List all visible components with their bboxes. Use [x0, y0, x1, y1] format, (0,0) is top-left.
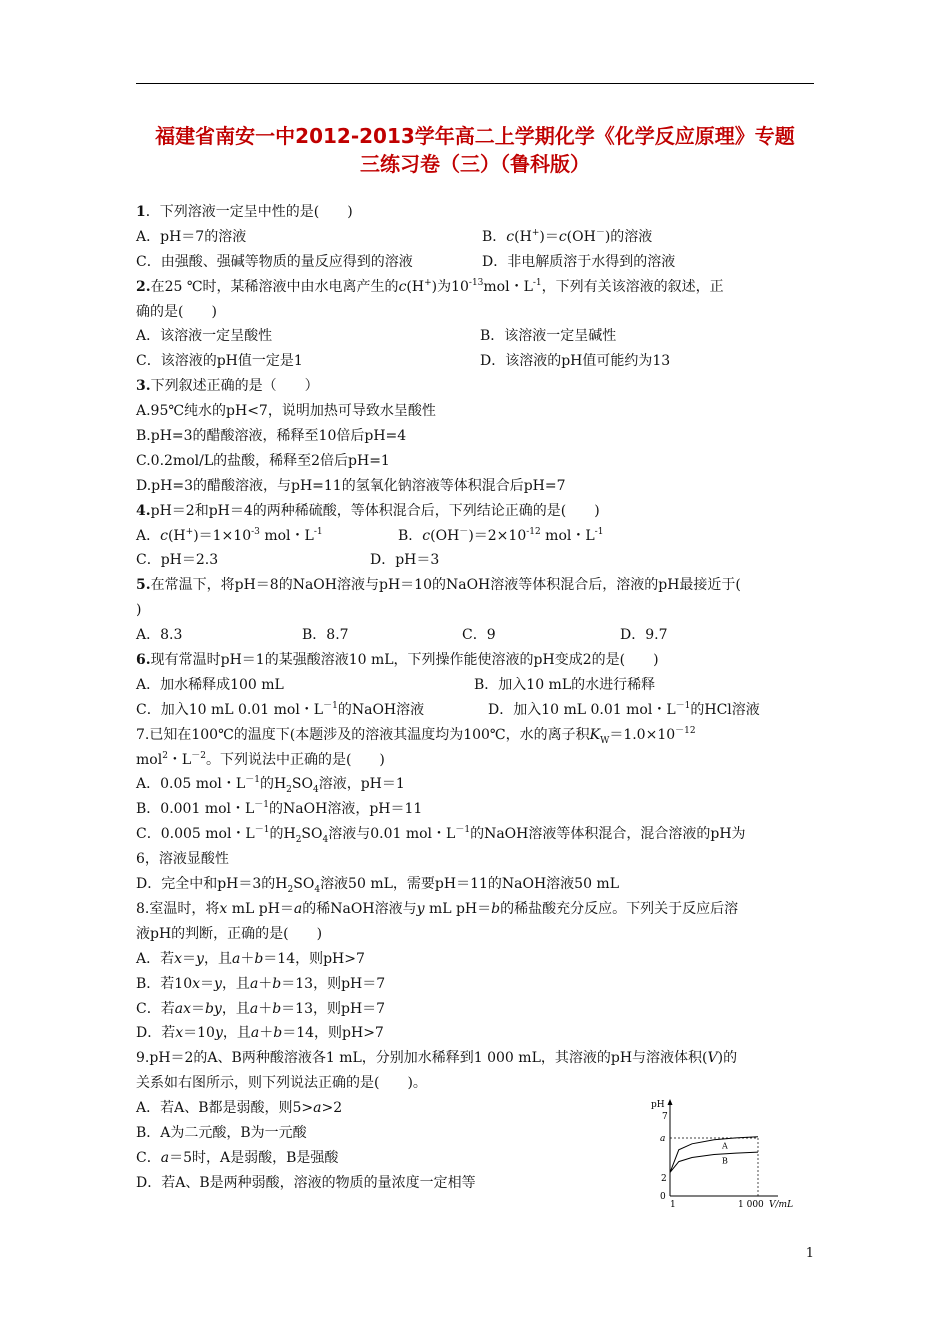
y-axis-label: pH	[651, 1100, 665, 1110]
q3-option-a: A.95℃纯水的pH<7，说明加热可导致水呈酸性	[136, 403, 436, 420]
ph-volume-chart	[648, 1096, 808, 1211]
q4-option-b: B．$c(OH^-)=2\times 10^{-12}$ mol・$L^{-1}$	[398, 526, 604, 544]
q7-option-c-line2: 6，溶液显酸性	[136, 851, 229, 868]
series-label-B: B	[722, 1156, 728, 1166]
q1-options-ab	[136, 225, 816, 250]
q9-stem-line2: 关系如右图所示，则下列说法正确的是( )。	[136, 1075, 427, 1092]
q9-option-b: B．A为二元酸，B为一元酸	[136, 1124, 307, 1141]
q2-stem: 2.在25 ℃时，某稀溶液中由水电离产生的c(H+)为$10^{-13}mol$・$L^{-1}$，下列有关该溶液的叙述，正	[136, 277, 724, 295]
q8-stem-line2: 液pH的判断，正确的是( )	[136, 925, 323, 942]
q5-option-d: D．9.7	[620, 627, 668, 644]
q5-option-a: A．8.3	[136, 627, 183, 644]
header-rule	[136, 83, 814, 84]
q8-option-d: D．若x＝10y，且a＋b＝14，则pH>7	[136, 1025, 384, 1042]
q6-stem: 6.现有常温时pH＝1的某强酸溶液10 mL，下列操作能使溶液的pH变成2的是( )	[136, 652, 659, 669]
q1-option-b: B．c(H+)＝c(OH－)的溶液	[482, 227, 653, 245]
q9-stem: 9.pH＝2的A、B两种酸溶液各1 mL，分别加水稀释到1 000 mL，其溶液的pH与溶液体积(V)的	[136, 1050, 738, 1067]
q2-option-a: A．该溶液一定呈酸性	[136, 328, 273, 345]
q7-stem-line2: mol$^2$・$L^{-2}$。下列说法中正确的是( )	[136, 750, 385, 768]
q5-stem: 5.在常温下，将pH＝8的NaOH溶液与pH＝10的NaOH溶液等体积混合后，溶液的pH最接近于(	[136, 577, 741, 594]
q2-options-ab	[136, 324, 816, 349]
x-tick-1: 1	[670, 1200, 676, 1210]
q5-stem-line2: )	[136, 602, 142, 619]
q6-options-ab	[136, 673, 816, 698]
q7-option-a: A．0.05 mol・$L^{-1}$的$H_2SO_4$溶液，pH＝1	[136, 775, 405, 796]
series-label-A: A	[722, 1141, 728, 1151]
q2-options-cd	[136, 349, 816, 374]
question-list	[136, 200, 816, 1196]
q1-option-c: C．由强酸、强碱等物质的量反应得到的溶液	[136, 253, 413, 270]
q8-option-a: A．若x＝y，且a＋b＝14，则pH>7	[136, 950, 365, 967]
q9-option-d: D．若A、B是两种弱酸，溶液的物质的量浓度一定相等	[136, 1174, 476, 1191]
y-tick-7: 7	[662, 1112, 668, 1122]
q3-option-c: C.0.2mol/L的盐酸，稀释至2倍后pH=1	[136, 452, 390, 469]
q3-stem: 3.下列叙述正确的是（ ）	[136, 378, 319, 395]
title-line-2: 三练习卷（三）（鲁科版）	[360, 152, 590, 176]
y-tick-2: 2	[661, 1174, 667, 1184]
q7-stem: 7.已知在100℃的温度下(本题涉及的溶液其温度均为100℃，水的离子积$K_W=1.0\times 10^{-12}$	[136, 725, 696, 746]
q2-option-c: C．该溶液的pH值一定是1	[136, 353, 303, 370]
q1-stem: 1．下列溶液一定呈中性的是( )	[136, 204, 353, 220]
q5-options	[136, 623, 816, 648]
q7-option-c: C．0.005 mol・$L^{-1}$的$H_2SO_4$溶液与0.01 mol・$L^{-1}$的NaOH溶液等体积混合，混合溶液的pH为	[136, 825, 746, 846]
page-number: 1	[805, 1246, 814, 1261]
series-line-B	[670, 1152, 758, 1172]
y-tick-a: a	[660, 1134, 666, 1144]
document-title	[100, 122, 850, 178]
q4-stem: 4.pH＝2和pH＝4的两种稀硫酸，等体积混合后，下列结论正确的是( )	[136, 502, 600, 519]
q6-option-d: D．加入10 mL 0.01 mol・$L^{-1}$的HCl溶液	[488, 700, 760, 718]
q1-options-cd	[136, 250, 816, 275]
q6-option-c: C．加入10 mL 0.01 mol・$L^{-1}$的NaOH溶液	[136, 700, 425, 718]
q1-option-d: D．非电解质溶于水得到的溶液	[482, 253, 676, 270]
q8-stem: 8.室温时，将x mL pH＝a的稀NaOH溶液与y mL pH＝b的稀盐酸充分反应。下列关于反应后溶	[136, 900, 739, 917]
q8-option-c: C．若ax＝by，且a＋b＝13，则pH＝7	[136, 1000, 386, 1017]
q2-option-b: B．该溶液一定呈碱性	[480, 328, 617, 345]
q4-options-ab	[136, 524, 816, 549]
q9-option-a: A．若A、B都是弱酸，则5>a>2	[136, 1100, 343, 1117]
q6-options-cd	[136, 698, 816, 723]
q7-option-d: D．完全中和pH＝3的$H_2SO_4$溶液50 mL，需要pH＝11的NaOH溶液50 mL	[136, 876, 620, 895]
q3-option-d: D.pH=3的醋酸溶液，与pH=11的氢氧化钠溶液等体积混合后pH=7	[136, 477, 566, 494]
q2-stem-line2: 确的是( )	[136, 303, 217, 320]
q4-options-cd	[136, 548, 816, 573]
q3-option-b: B.pH=3的醋酸溶液，稀释至10倍后pH=4	[136, 428, 407, 445]
x-axis-label: V/mL	[769, 1200, 794, 1210]
q5-option-c: C．9	[462, 627, 496, 644]
y-axis-arrow	[668, 1099, 673, 1105]
q9-option-c: C．a＝5时，A是弱酸，B是强酸	[136, 1149, 339, 1166]
q4-option-c: C．pH＝2.3	[136, 552, 219, 569]
y-tick-0: 0	[660, 1192, 666, 1202]
q5-option-b: B．8.7	[302, 627, 349, 644]
q1-option-a: A．pH＝7的溶液	[136, 228, 247, 245]
q8-option-b: B．若10x＝y，且a＋b＝13，则pH＝7	[136, 975, 386, 992]
title-line-1: 福建省南安一中2012-2013学年高二上学期化学《化学反应原理》专题	[155, 124, 795, 148]
q7-option-b: B．0.001 mol・$L^{-1}$的NaOH溶液，pH＝11	[136, 800, 423, 818]
q4-option-d: D．pH＝3	[370, 552, 440, 569]
q2-option-d: D．该溶液的pH值可能约为13	[480, 353, 671, 370]
q6-option-a: A．加水稀释成100 mL	[136, 676, 284, 693]
q6-option-b: B．加入10 mL的水进行稀释	[474, 676, 656, 693]
x-tick-1000: 1 000	[738, 1200, 764, 1210]
q4-option-a: A．$c(H^+)=1\times 10^{-3}$ mol・$L^{-1}$	[136, 526, 323, 544]
